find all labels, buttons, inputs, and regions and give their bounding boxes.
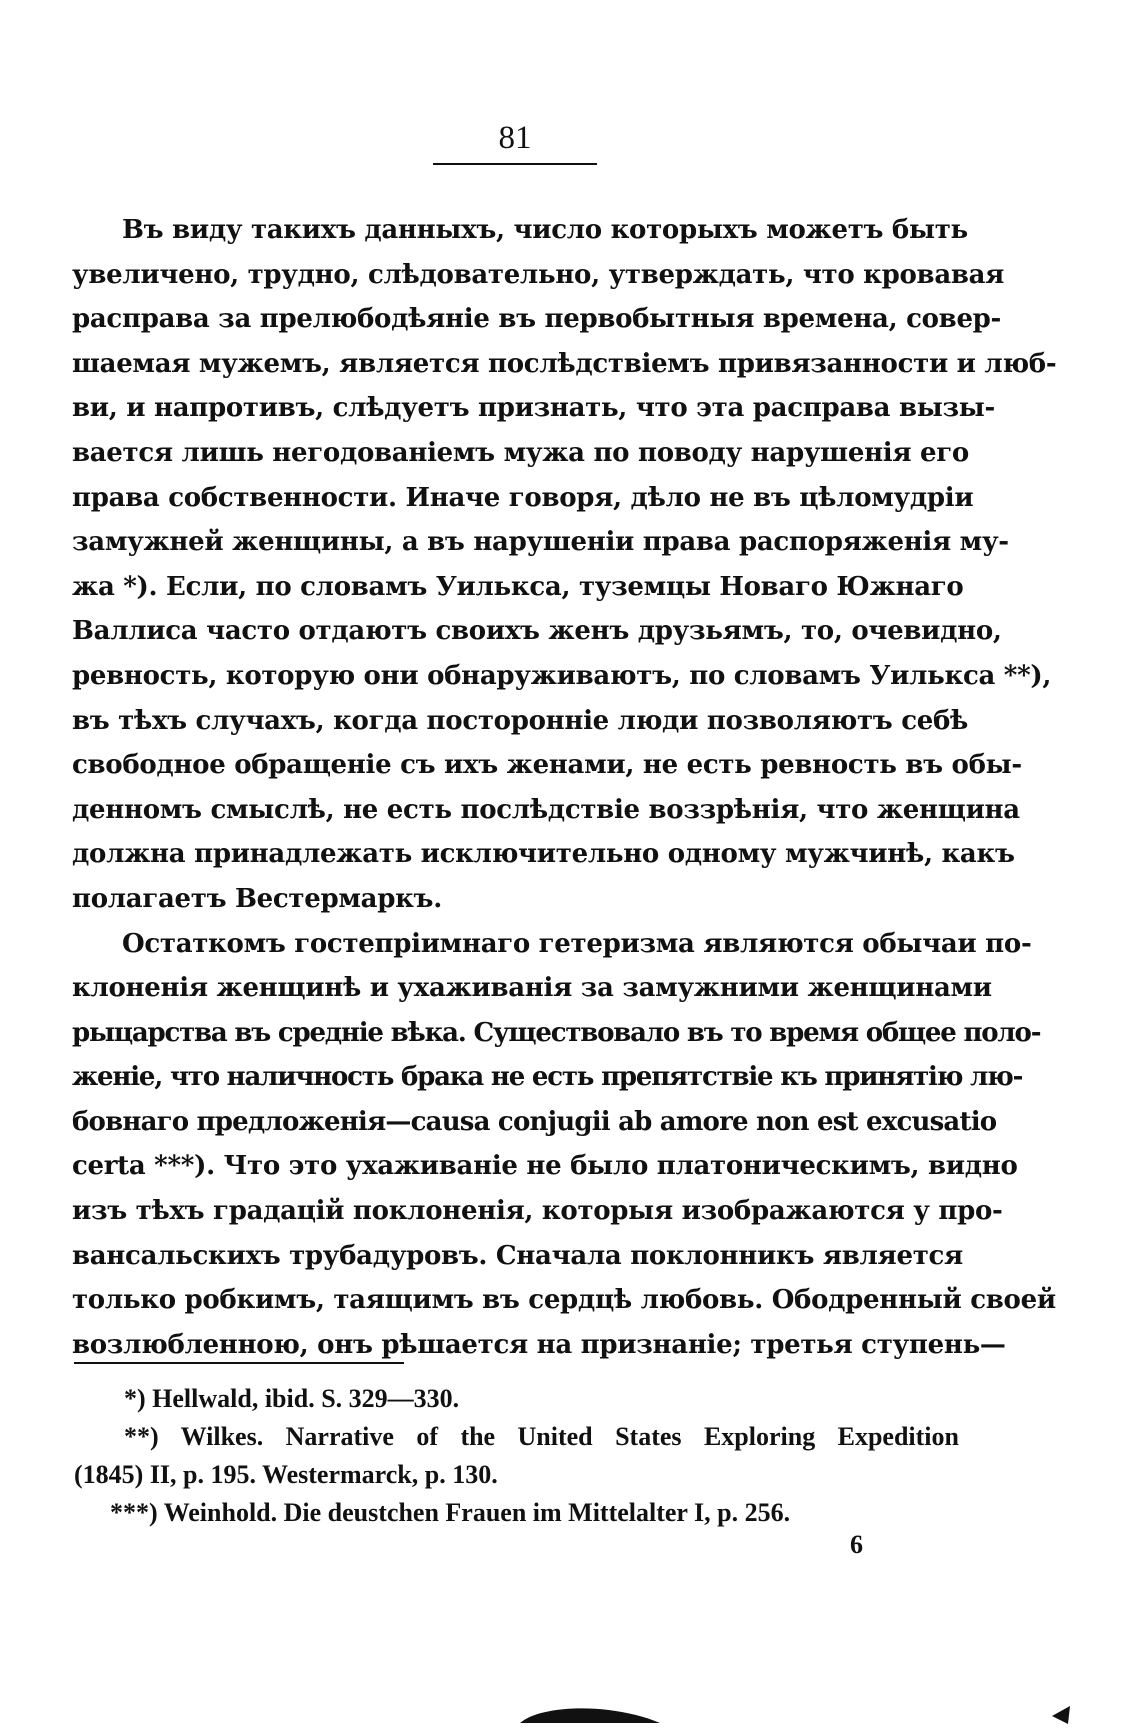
text-line: ревность, которую они обнаруживаютъ, по словамъ Уилькса **), — [72, 660, 1052, 691]
text-line: certa ***). Что это ухаживаніе не было платоническимъ, видно — [72, 1151, 1018, 1182]
text-line: бовнаго предложенія—causa conjugii ab amore non est excusatio — [72, 1106, 997, 1137]
footnote: *) Hellwald, ibid. S. 329—330. — [124, 1384, 460, 1413]
text-line: Остаткомъ гостепріимнаго гетеризма являются обычаи по- — [122, 928, 1032, 959]
text-line: Въ виду такихъ данныхъ, число которыхъ можетъ быть — [122, 215, 968, 245]
text-line: полагаетъ Вестермаркъ. — [72, 883, 442, 914]
text-line: въ тѣхъ случахъ, когда посторонніе люди позволяютъ себѣ — [72, 705, 969, 736]
text-line: вансальскихъ трубадуровъ. Сначала поклонникъ является — [72, 1240, 963, 1271]
text-line: увеличено, трудно, слѣдовательно, утверждать, что кровавая — [72, 259, 1005, 290]
page-number: 81 — [498, 120, 532, 156]
text-line: только робкимъ, таящимъ въ сердцѣ любовь. Ободренный своей — [72, 1285, 1056, 1316]
text-line: вается лишь негодованіемъ мужа по поводу нарушенія его — [72, 437, 969, 468]
text-line: расправа за прелюбодѣяніе въ первобытныя времена, совер- — [72, 304, 1002, 335]
footnote: **) Wilkes. Narrative of the United States Exploring Expedition — [124, 1422, 959, 1451]
corner-mark — [1052, 1706, 1070, 1724]
text-line: ви, и напротивъ, слѣдуетъ признать, что эта расправа вызы- — [72, 393, 996, 424]
text-line: жа *). Если, по словамъ Уилькса, туземцы Новаго Южнаго — [72, 571, 964, 602]
text-line: шаемая мужемъ, является послѣдствіемъ привязанности и люб- — [72, 348, 1057, 379]
text-line: изъ тѣхъ градацій поклоненія, которыя изображаются у про- — [72, 1196, 1003, 1227]
text-line: женіе, что наличность брака не есть препятствіе къ принятію лю- — [72, 1062, 1023, 1093]
footnote: (1845) II, p. 195. Westermarck, p. 130. — [74, 1460, 498, 1489]
footnote: ***) Weinhold. Die deustchen Frauen im Mittelalter I, p. 256. — [110, 1498, 791, 1527]
text-line: возлюбленною, онъ рѣшается на признаніе; третья ступень— — [72, 1329, 1006, 1360]
signature-mark: 6 — [850, 1530, 863, 1559]
text-line: денномъ смыслѣ, не есть послѣдствіе воззрѣнія, что женщина — [72, 794, 1020, 825]
text-line: рыцарства въ средніе вѣка. Существовало въ то время общее поло- — [72, 1017, 1041, 1048]
text-line: замужней женщины, а въ нарушеніи права распоряженія му- — [72, 527, 1009, 558]
text-line: Валлиса часто отдаютъ своихъ женъ друзьямъ, то, очевидно, — [72, 616, 1002, 647]
text-line: клоненія женщинѣ и ухаживанія за замужними женщинами — [72, 973, 992, 1004]
text-line: права собственности. Иначе говоря, дѣло не въ цѣломудріи — [72, 482, 974, 513]
bottom-blot — [520, 1708, 660, 1723]
text-line: должна принадлежать исключительно одному мужчинѣ, какъ — [72, 839, 1015, 870]
text-line: свободное обращеніе съ ихъ женами, не есть ревность въ обы- — [72, 750, 1022, 781]
